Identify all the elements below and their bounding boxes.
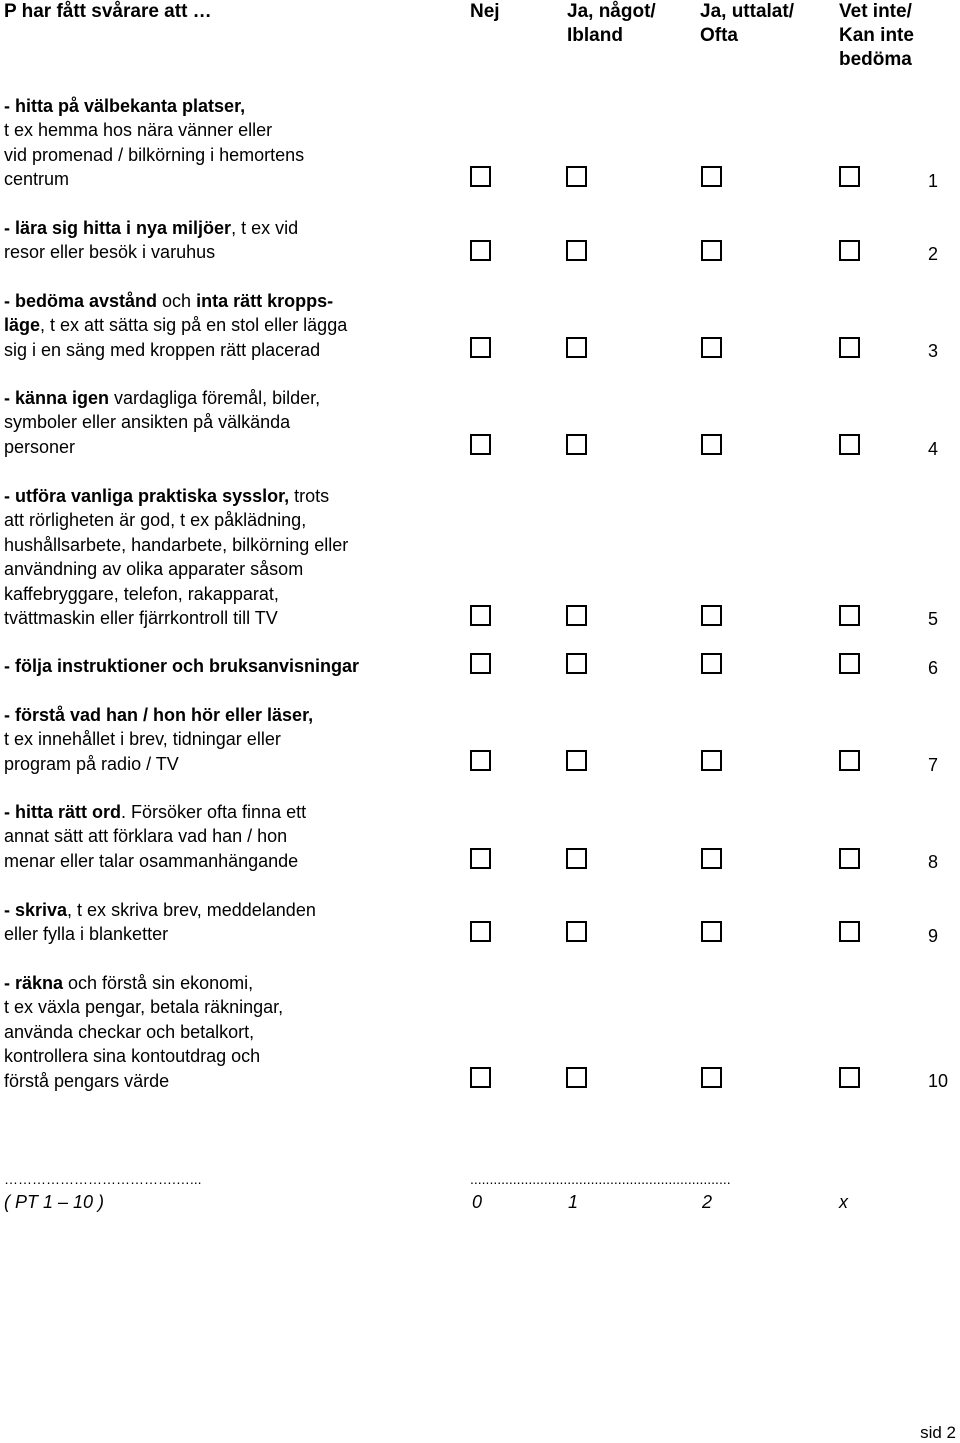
page-number: sid 2 — [920, 1423, 956, 1442]
item-1-number: 1 — [927, 171, 938, 191]
item-1-unknown-checkbox[interactable] — [839, 166, 860, 187]
item-5-sometimes-checkbox[interactable] — [566, 605, 587, 626]
item-3-no-checkbox[interactable] — [470, 337, 491, 358]
item-5-text — [4, 484, 459, 630]
item-9-bold: - skriva — [4, 900, 68, 920]
column-header-often: Ja, uttalat/ Ofta — [700, 1, 794, 46]
item-3-text — [4, 289, 459, 362]
item-1-sometimes-checkbox[interactable] — [566, 166, 587, 187]
item-2-bold: - lära sig hitta i nya miljöer — [4, 218, 232, 238]
item-3-bold2: inta rätt kropps- läge — [4, 291, 334, 336]
scale-1: 1 — [568, 1192, 579, 1212]
item-3-mid: och — [157, 291, 197, 311]
item-6-often-checkbox[interactable] — [701, 653, 722, 674]
item-8-unknown-checkbox[interactable] — [839, 848, 860, 869]
item-10-number: 10 — [927, 1071, 948, 1091]
item-1-no-checkbox[interactable] — [470, 166, 491, 187]
item-6-bold: - följa instruktioner och bruksanvisningar — [4, 656, 360, 676]
item-7-bold: - förstå vad han / hon hör eller läser, — [4, 705, 314, 725]
column-header-unknown: Vet inte/ Kan inte bedöma — [839, 1, 914, 70]
item-8-often-checkbox[interactable] — [701, 848, 722, 869]
pt-label: ( PT 1 – 10 ) — [4, 1192, 105, 1212]
item-4-text — [4, 386, 459, 459]
item-9-text — [4, 898, 459, 947]
item-8-sometimes-checkbox[interactable] — [566, 848, 587, 869]
item-7-sometimes-checkbox[interactable] — [566, 750, 587, 771]
item-5-rest: trots att rörligheten är god, t ex påklädning, hushållsarbete, handarbete, bilkörning eller användning av olika apparater såsom kaffebryggare, telefon, rakapparat, tvättmaskin eller fjärrkontroll till TV — [4, 486, 349, 629]
item-5-number: 5 — [927, 609, 938, 629]
item-2-text — [4, 216, 459, 265]
item-10-no-checkbox[interactable] — [470, 1067, 491, 1088]
item-4-no-checkbox[interactable] — [470, 434, 491, 455]
item-7-no-checkbox[interactable] — [470, 750, 491, 771]
item-7-number: 7 — [927, 755, 938, 775]
item-9-often-checkbox[interactable] — [701, 921, 722, 942]
item-2-number: 2 — [927, 244, 938, 264]
item-7-text — [4, 703, 459, 776]
item-6-text — [4, 654, 459, 678]
item-10-text — [4, 971, 459, 1093]
item-2-sometimes-checkbox[interactable] — [566, 240, 587, 261]
item-6-sometimes-checkbox[interactable] — [566, 653, 587, 674]
item-4-rest: vardagliga föremål, bilder, symboler eller ansikten på välkända personer — [4, 388, 321, 457]
column-header-no: Nej — [470, 1, 500, 22]
item-5-bold: - utföra vanliga praktiska sysslor, — [4, 486, 290, 506]
item-3-number: 3 — [927, 341, 938, 361]
item-9-rest: , t ex skriva brev, meddelanden eller fylla i blanketter — [4, 900, 316, 945]
item-5-often-checkbox[interactable] — [701, 605, 722, 626]
item-7-often-checkbox[interactable] — [701, 750, 722, 771]
item-10-bold: - räkna — [4, 973, 64, 993]
item-3-sometimes-checkbox[interactable] — [566, 337, 587, 358]
item-5-unknown-checkbox[interactable] — [839, 605, 860, 626]
item-4-often-checkbox[interactable] — [701, 434, 722, 455]
item-10-rest: och förstå sin ekonomi, t ex växla pengar, betala räkningar, använda checkar och betalkort, kontrollera sina kontoutdrag och förstå pengars värde — [4, 973, 284, 1091]
item-7-unknown-checkbox[interactable] — [839, 750, 860, 771]
item-1-text — [4, 94, 459, 192]
item-10-unknown-checkbox[interactable] — [839, 1067, 860, 1088]
item-8-rest: . Försöker ofta finna ett annat sätt att förklara vad han / hon menar eller talar osammanhängande — [4, 802, 307, 871]
item-5-no-checkbox[interactable] — [470, 605, 491, 626]
item-2-no-checkbox[interactable] — [470, 240, 491, 261]
item-3-unknown-checkbox[interactable] — [839, 337, 860, 358]
item-1-bold: - hitta på välbekanta platser, — [4, 96, 246, 116]
item-9-sometimes-checkbox[interactable] — [566, 921, 587, 942]
item-6-unknown-checkbox[interactable] — [839, 653, 860, 674]
item-9-no-checkbox[interactable] — [470, 921, 491, 942]
item-3-rest: , t ex att sätta sig på en stol eller lägga sig i en säng med kroppen rätt placerad — [4, 315, 348, 360]
item-4-number: 4 — [927, 439, 938, 459]
item-6-no-checkbox[interactable] — [470, 653, 491, 674]
item-9-unknown-checkbox[interactable] — [839, 921, 860, 942]
item-8-bold: - hitta rätt ord — [4, 802, 121, 822]
item-2-unknown-checkbox[interactable] — [839, 240, 860, 261]
item-4-unknown-checkbox[interactable] — [839, 434, 860, 455]
question-header: P har fått svårare att … — [4, 1, 212, 22]
item-3-bold: - bedöma avstånd — [4, 291, 158, 311]
item-2-often-checkbox[interactable] — [701, 240, 722, 261]
item-6-number: 6 — [927, 658, 938, 678]
scale-0: 0 — [472, 1192, 483, 1212]
item-7-rest: t ex innehållet i brev, tidningar eller program på radio / TV — [4, 729, 281, 774]
item-10-sometimes-checkbox[interactable] — [566, 1067, 587, 1088]
item-2-rest: , t ex vid resor eller besök i varuhus — [4, 218, 299, 263]
item-9-number: 9 — [927, 926, 938, 946]
item-8-text — [4, 800, 459, 873]
item-8-number: 8 — [927, 852, 938, 872]
footer-dotted-line-right: ................................................................... — [470, 1172, 731, 1186]
item-10-often-checkbox[interactable] — [701, 1067, 722, 1088]
scale-x: x — [839, 1192, 848, 1212]
item-8-no-checkbox[interactable] — [470, 848, 491, 869]
item-3-often-checkbox[interactable] — [701, 337, 722, 358]
item-4-bold: - känna igen — [4, 388, 110, 408]
item-1-often-checkbox[interactable] — [701, 166, 722, 187]
item-1-rest: t ex hemma hos nära vänner eller vid promenad / bilkörning i hemortens centrum — [4, 120, 305, 190]
scale-2: 2 — [702, 1192, 713, 1212]
item-4-sometimes-checkbox[interactable] — [566, 434, 587, 455]
footer-dotted-line-left: ……………………………….…... — [4, 1171, 202, 1187]
column-header-sometimes: Ja, något/ Ibland — [567, 1, 656, 46]
